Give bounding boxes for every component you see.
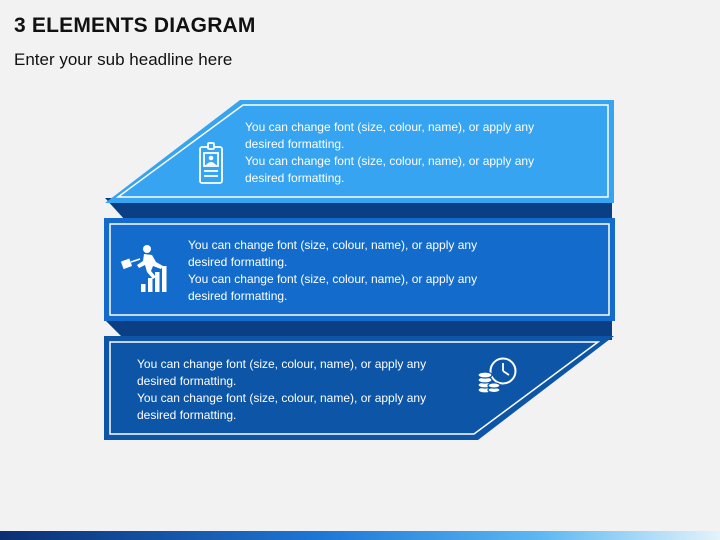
element-2-line-2: desired formatting. <box>188 255 288 269</box>
element-3-line-1: You can change font (size, colour, name), or apply any <box>137 357 427 371</box>
page-subtitle: Enter your sub headline here <box>14 50 233 69</box>
element-3-line-4: desired formatting. <box>137 408 237 422</box>
footer-gradient-bar <box>0 531 720 540</box>
element-2-line-3: You can change font (size, colour, name), or apply any <box>188 272 478 286</box>
element-2-text <box>188 237 477 305</box>
element-1-line-4: desired formatting. <box>245 171 345 185</box>
page-title: 3 ELEMENTS DIAGRAM <box>14 14 256 37</box>
element-2-line-1: You can change font (size, colour, name), or apply any <box>188 238 478 252</box>
element-3-text <box>137 356 426 424</box>
element-1-line-2: desired formatting. <box>245 137 345 151</box>
element-1-line-3: You can change font (size, colour, name), or apply any <box>245 154 535 168</box>
element-1-text <box>245 119 534 187</box>
element-1-line-1: You can change font (size, colour, name), or apply any <box>245 120 535 134</box>
element-2-line-4: desired formatting. <box>188 289 288 303</box>
element-3-line-2: desired formatting. <box>137 374 237 388</box>
element-3-line-3: You can change font (size, colour, name), or apply any <box>137 391 427 405</box>
